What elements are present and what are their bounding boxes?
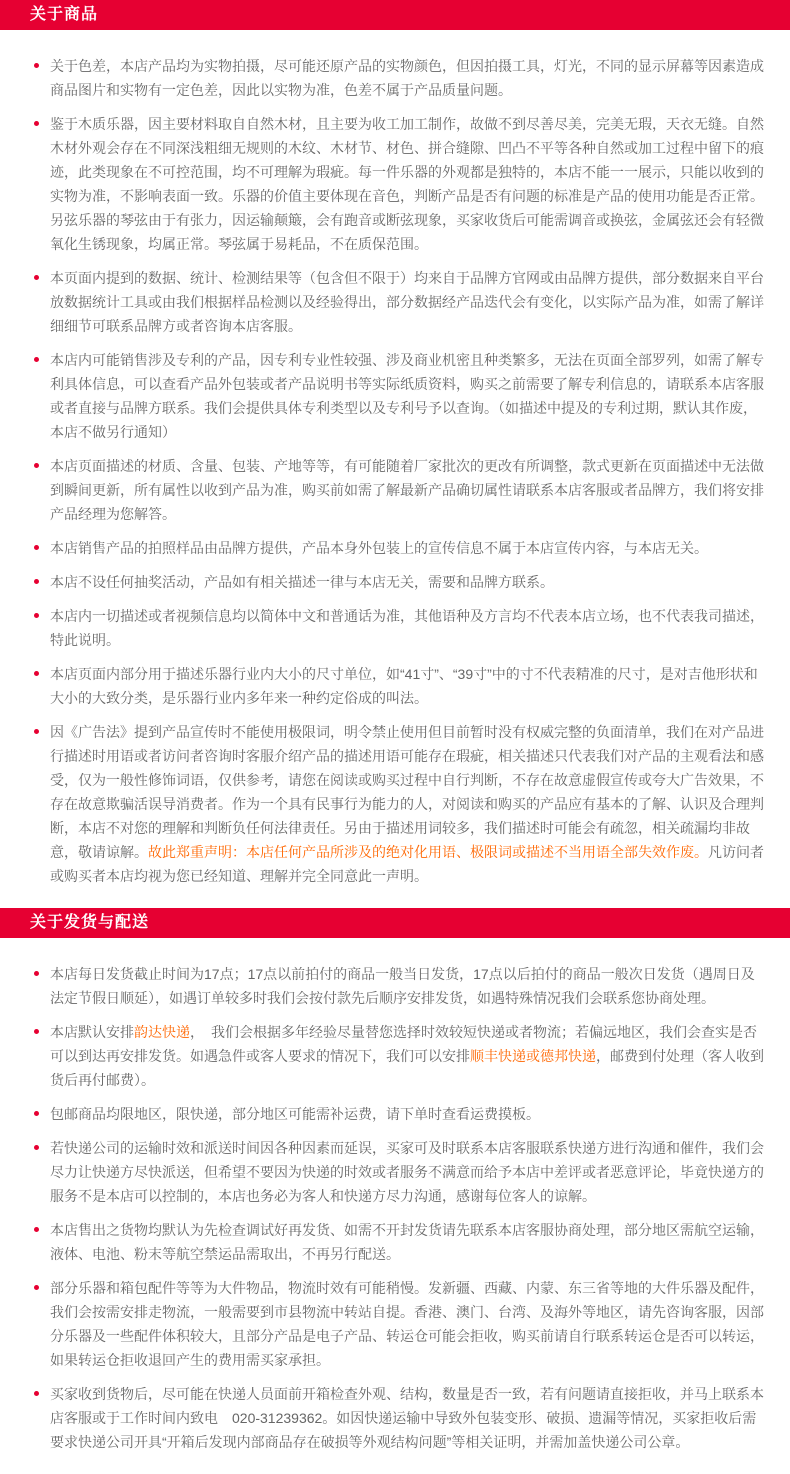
notice-list [0, 938, 790, 1474]
notice-item [33, 54, 768, 102]
notice-item [33, 266, 768, 338]
notice-text: 因《广告法》提到产品宣传时不能使用极限词，明令禁止使用但目前暂时没有权威完整的负面清单，我们在对产品进行描述时用语或者访问者咨询时客服介绍产品的描述用语可能存在瑕疵，相关描述只代表我们对产品的主观看法和感受，仅为一般性修饰词语，仅供参考，请您在阅读或购买过程中自行判断，不存在故意虚假宣传或夸大广告效果，不存在故意欺骗活误导消费者。作为一个具有民事行为能力的人，对阅读和购买的产品应有基本的了解、认识及合理判断，本店不对您的理解和判断负任何法律责任。另由于描述用词较多，我们描述时可能会有疏忽，相关疏漏均非故意，敬请谅解。 [50, 724, 764, 860]
notice-text: 本店售出之货物均默认为先检查调试好再发货、如需不开封发货请先联系本店客服协商处理，部分地区需航空运输，液体、电池、粉末等航空禁运品需取出，不再另行配送。 [50, 1222, 764, 1262]
notice-item [33, 1020, 768, 1092]
bullet-icon [34, 1029, 39, 1034]
highlighted-text: 韵达快递 [134, 1024, 190, 1040]
notice-item [33, 536, 768, 560]
notice-item [33, 1102, 768, 1126]
bullet-icon [34, 579, 39, 584]
notice-item [33, 454, 768, 526]
notice-item [33, 348, 768, 444]
section-header-about-product [0, 0, 790, 30]
notice-item [33, 1218, 768, 1266]
bullet-icon [34, 1391, 39, 1396]
bullet-icon [34, 357, 39, 362]
notice-item [33, 112, 768, 256]
notice-text: 凡访问者或购买者本店均视为您已经知道、理解并完全同意此一声明。 [50, 844, 764, 884]
notice-text: 本店每日发货截止时间为17点；17点以前拍付的商品一般当日发货，17点以后拍付的商品一般次日发货（遇周日及法定节假日顺延），如遇订单较多时我们会按付款先后顺序安排发货，如遇特殊情况我们会联系您协商处理。 [50, 966, 755, 1006]
bullet-icon [34, 121, 39, 126]
notice-text: 本店默认安排 [50, 1024, 134, 1040]
notice-item [33, 720, 768, 888]
bullet-icon [34, 671, 39, 676]
bullet-icon [34, 63, 39, 68]
notice-text: 本店内可能销售涉及专利的产品，因专利专业性较强、涉及商业机密且种类繁多，无法在页面全部罗列，如需了解专利具体信息，可以查看产品外包装或者产品说明书等实际纸质资料，购买之前需要了解专利信息的，请联系本店客服或者直接与品牌方联系。我们会提供具体专利类型以及专利号予以查询。（如描述中提及的专利过期，默认其作废，本店不做另行通知） [50, 352, 764, 440]
notice-text: 若快递公司的运输时效和派送时间因各种因素而延误，买家可及时联系本店客服联系快递方进行沟通和催件，我们会尽力让快递方尽快派送，但希望不要因为快递的时效或者服务不满意而给予本店中差评或者恶意评论，毕竟快递方的服务不是本店可以控制的，本店也务必为客人和快递方尽力沟通，感谢每位客人的谅解。 [50, 1140, 764, 1204]
section-header-shipping-delivery [0, 908, 790, 938]
notice-text: 本店页面内部分用于描述乐器行业内大小的尺寸单位，如“41寸”、“39寸”中的寸不代表精准的尺寸，是对吉他形状和大小的大致分类，是乐器行业内多年来一种约定俗成的叫法。 [50, 666, 758, 706]
notice-item [33, 604, 768, 652]
notice-item [33, 662, 768, 710]
notice-text: 本店销售产品的拍照样品由品牌方提供，产品本身外包装上的宣传信息不属于本店宣传内容，与本店无关。 [50, 540, 708, 556]
bullet-icon [34, 1145, 39, 1150]
bullet-icon [34, 545, 39, 550]
bullet-icon [34, 971, 39, 976]
notice-text: ，邮费到付处理（客人收到货后再付邮费）。 [50, 1048, 764, 1088]
bullet-icon [34, 1227, 39, 1232]
section-title: 关于商品 [30, 6, 99, 23]
highlighted-text: 故此郑重声明：本店任何产品所涉及的绝对化用语、极限词或描述不当用语全部失效作废。 [148, 844, 708, 860]
notice-list [0, 30, 790, 908]
section-title: 关于发货与配送 [30, 914, 150, 931]
notice-text: 关于色差，本店产品均为实物拍摄，尽可能还原产品的实物颜色，但因拍摄工具，灯光，不同的显示屏幕等因素造成商品图片和实物有一定色差，因此以实物为准，色差不属于产品质量问题。 [50, 58, 764, 98]
notice-item [33, 1382, 768, 1454]
notice-item [33, 962, 768, 1010]
notice-text: 本店页面描述的材质、含量、包装、产地等等，有可能随着厂家批次的更改有所调整，款式更新在页面描述中无法做到瞬间更新，所有属性以收到产品为准，购买前如需了解最新产品确切属性请联系本店客服或者品牌方，我们将安排产品经理为您解答。 [50, 458, 764, 522]
bullet-icon [34, 613, 39, 618]
notice-text: 本页面内提到的数据、统计、检测结果等（包含但不限于）均来自于品牌方官网或由品牌方提供，部分数据来自平台放数据统计工具或由我们根据样品检测以及经验得出，部分数据经产品迭代会有变化，以实际产品为准，如需了解详细细节可联系品牌方或者咨询本店客服。 [50, 270, 764, 334]
notice-text: 鉴于木质乐器，因主要材料取自自然木材，且主要为收工加工制作，故做不到尽善尽美，完美无瑕，天衣无缝。自然木材外观会存在不同深浅粗细无规则的木纹、木材节、材色、拼合缝隙、凹凸不平等各种自然或加工过程中留下的痕迹，此类现象在不可控范围，均不可理解为瑕疵。每一件乐器的外观都是独特的，本店不能一一展示，只能以收到的实物为准，不影响表面一致。乐器的价值主要体现在音色，判断产品是否有问题的标准是产品的使用功能是否正常。另弦乐器的琴弦由于有张力，因运输颠簸，会有跑音或断弦现象，买家收货后可能需调音或换弦，金属弦还会有轻微氧化生锈现象，均属正常。琴弦属于易耗品，不在质保范围。 [50, 116, 764, 252]
bullet-icon [34, 1111, 39, 1116]
notice-text: 部分乐器和箱包配件等等为大件物品，物流时效有可能稍慢。发新疆、西藏、内蒙、东三省等地的大件乐器及配件，我们会按需安排走物流，一般需要到市县物流中转站自提。香港、澳门、台湾、及海外等地区，请先咨询客服，因部分乐器及一些配件体积较大，且部分产品是电子产品、转运仓可能会拒收，购买前请自行联系转运仓是否可以转运，如果转运仓拒收退回产生的费用需买家承担。 [50, 1280, 764, 1368]
notice-item [33, 1276, 768, 1372]
notice-text: 买家收到货物后，尽可能在快递人员面前开箱检查外观、结构，数量是否一致，若有问题请直接拒收，并马上联系本店客服或于工作时间内致电 020-31239362。如因快递运输中导致外包装变形、破损、遗漏等情况，买家拒收后需要求快递公司开具“开箱后发现内部商品存在破损等外观结构问题”等相关证明，并需加盖快递公司公章。 [50, 1386, 764, 1450]
bullet-icon [34, 463, 39, 468]
notice-item [33, 1136, 768, 1208]
highlighted-text: 顺丰快递或德邦快递 [470, 1048, 596, 1064]
notice-section-shipping-delivery [0, 908, 790, 1474]
bullet-icon [34, 1285, 39, 1290]
notice-text: 本店不设任何抽奖活动，产品如有相关描述一律与本店无关，需要和品牌方联系。 [50, 574, 554, 590]
bullet-icon [34, 729, 39, 734]
notice-text: 本店内一切描述或者视频信息均以简体中文和普通话为准，其他语种及方言均不代表本店立场，也不代表我司描述，特此说明。 [50, 608, 764, 648]
notice-item [33, 570, 768, 594]
notice-text: 包邮商品均限地区，限快递，部分地区可能需补运费，请下单时查看运费摸板。 [50, 1106, 540, 1122]
bullet-icon [34, 275, 39, 280]
notice-text: ， 我们会根据多年经验尽量替您选择时效较短快递或者物流；若偏远地区，我们会查实是否可以到达再安排发货。如遇急件或客人要求的情况下，我们可以安排 [50, 1024, 757, 1064]
